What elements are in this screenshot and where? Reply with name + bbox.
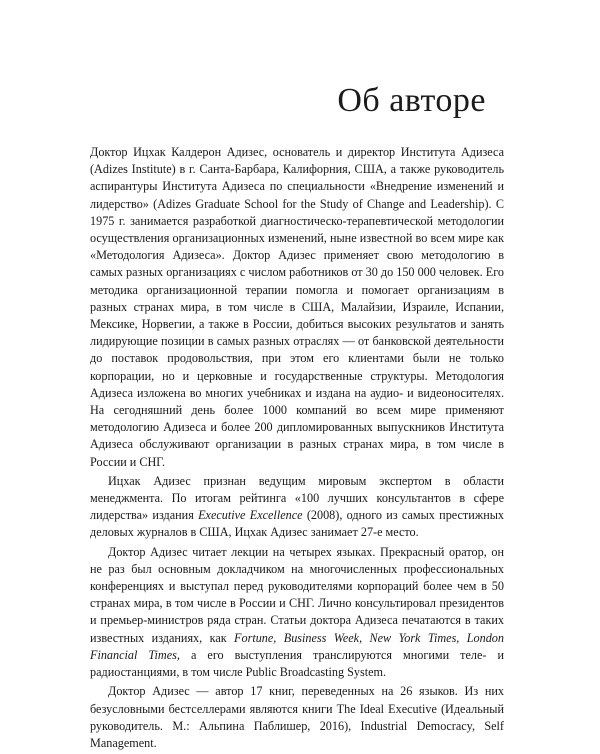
paragraph-text: а его выступления транслируются многими теле- и радиостанциями, в том числе Public Broadcasting System. <box>90 647 505 680</box>
paragraph-books <box>90 683 504 752</box>
paragraph-ranking <box>90 473 504 542</box>
paragraph-text: Доктор Адизес — автор 17 книг, переведенных на 26 языков. Из них безусловными бестселлерами являются книги The Ideal Executive (Идеальный руководитель. М.: Альпина Паблишер, 2016), Industrial Democracy, Self Management. <box>90 684 504 750</box>
publication-title: Executive Excellence <box>198 508 303 523</box>
publication-titles: Fortune, Business Week, New York Times, London Financial Times, <box>90 630 504 662</box>
paragraph-text: Доктор Адизес читает лекции на четырех языках. Прекрасный оратор, он не раз был основным докладчиком на многочисленных профессиональных конференциях и выступал перед руководителями корпораций более чем в 50 странах мира, в том числе в России и СНГ. Лично консультировал президентов и премьер-министров ряда стран. Статьи доктора Адизеса печатаются в таких известных изданиях, как <box>90 544 504 645</box>
paragraph-text: Ицхак Адизес признан ведущим мировым экспертом в области менеджмента. По итогам рейтинга «100 лучших консультантов в сфере лидерства» издания <box>90 473 504 523</box>
paragraph-lectures <box>90 544 504 682</box>
paragraph-intro <box>90 144 504 471</box>
body-text <box>90 144 504 754</box>
paragraph-text: Доктор Ицхак Калдерон Адизес, основатель и директор Института Адизеса (Adizes Institute) в г. Санта-Барбара, Калифорния, США, а также руководитель аспирантуры Института Адизеса по специальности «Внедрение изменений и лидерство» (Adizes Graduate School for the Study of Change and Leadership). С 1975 г. занимается разработкой диагностическо-терапевтической методологии осуществления организационных изменений, ныне известной во всем мире как «Методология Адизеса». Доктор Адизес применяет свою методологию в самых разных организациях с числом работников от 30 до 150 000 человек. Его методика организационной терапии помогла и помогает организациям в разных странах мира, в том числе в США, Малайзии, Израиле, Испании, Мексике, Норвегии, а также в России, добиться высоких результатов и занять лидирующие позиции в самых разных отраслях — от банковской деятельности до поставок продовольствия, при этом его клиентами были не только корпорации, но и церковные и государственные структуры. Методология Адизеса изложена во многих учебниках и издана на аудио- и видеоносителях. На сегодняшний день более 1000 компаний во всем мире применяют методологию Адизеса и более 200 дипломированных выпускников Института Адизеса обслуживают организации в разных странах мира, в том числе в России и СНГ. <box>90 145 504 469</box>
page-title: Об авторе <box>337 82 486 119</box>
paragraph-text: (2008), одного из самых престижных деловых журналов в США, Ицхак Адизес занимает 27-е место. <box>90 508 504 540</box>
